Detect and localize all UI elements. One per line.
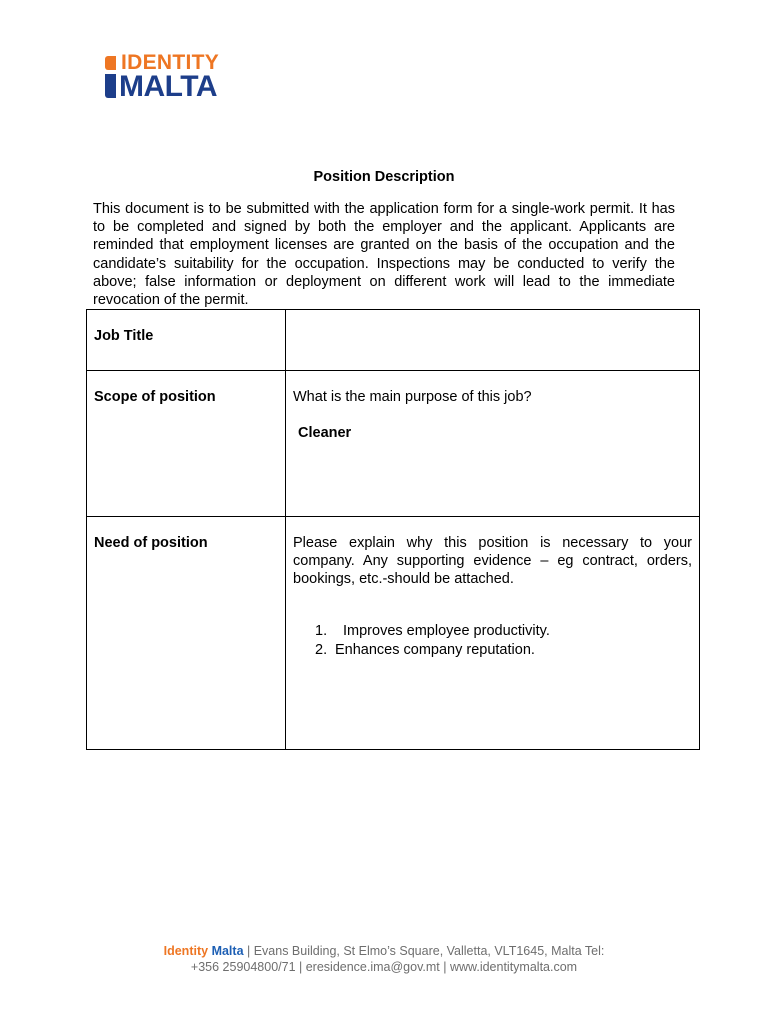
page-footer (0, 944, 768, 975)
list-item (293, 622, 692, 641)
reason-list (293, 622, 692, 660)
scope-of-position-field[interactable] (286, 371, 700, 517)
logo-mark-blue (105, 74, 116, 98)
logo-word-identity: IDENTITY (121, 51, 220, 74)
job-title-field[interactable] (286, 310, 700, 371)
list-item-text: Improves employee productivity. (343, 623, 550, 639)
table-row-scope (87, 371, 700, 517)
logo-mark-orange (105, 56, 116, 70)
intro-paragraph: This document is to be submitted with the application form for a single-work permit. It has to be completed and signed by both the employer and the applicant. Applicants are reminded that employment licenses are granted on the basis of the occupation and the candidate’s suitability for the occupation. Inspections may be conducted to verify the above; false information or deployment on different work will lead to the immediate revocation of the permit. (93, 201, 675, 309)
need-of-position-field[interactable] (286, 517, 700, 750)
scope-of-position-label: Scope of position (87, 371, 286, 517)
footer-line-1 (0, 944, 768, 960)
need-of-position-label: Need of position (87, 517, 286, 750)
job-title-label: Job Title (87, 310, 286, 371)
list-item-number: 2. (315, 642, 328, 658)
footer-address: | Evans Building, St Elmo’s Square, Valletta, VLT1645, Malta Tel: (243, 944, 605, 958)
list-item (293, 641, 692, 660)
table-row-job-title (87, 310, 700, 371)
list-item-number: 1. (315, 623, 328, 639)
footer-brand-malta: Malta (211, 944, 244, 958)
scope-question: What is the main purpose of this job? (293, 389, 532, 405)
scope-answer: Cleaner (298, 425, 352, 441)
footer-brand-identity: Identity (163, 944, 209, 958)
page-title: Position Description (313, 169, 455, 185)
list-item-text: Enhances company reputation. (335, 642, 535, 658)
position-description-table (86, 309, 700, 750)
identity-malta-logo (105, 52, 245, 102)
footer-contact: +356 25904800/71 | eresidence.ima@gov.mt | www.identitymalta.com (190, 959, 578, 974)
logo-word-malta: MALTA (119, 70, 218, 103)
need-question: Please explain why this position is necessary to your company. Any supporting evidence – eg contract, orders, bookings, etc.-should be attached. (293, 535, 692, 587)
table-row-need (87, 517, 700, 750)
